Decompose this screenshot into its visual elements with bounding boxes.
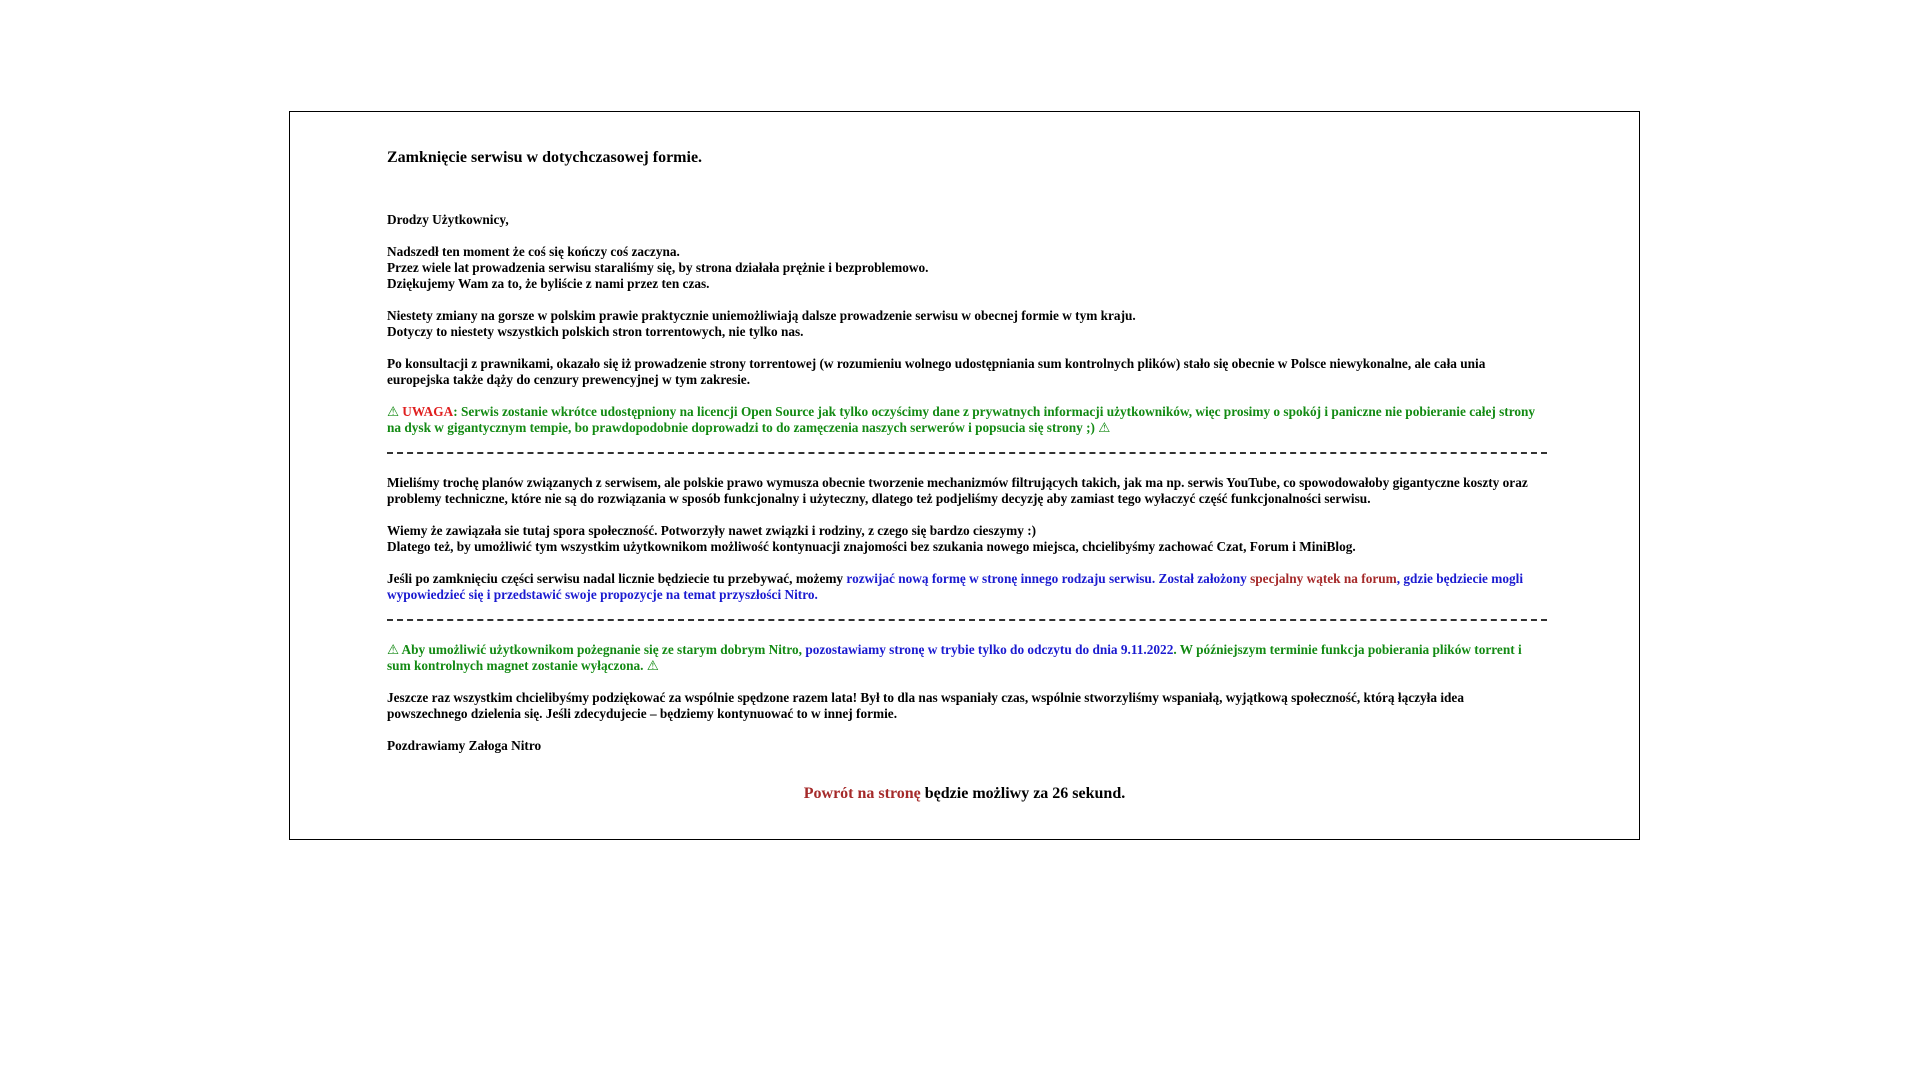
- intro-line-1: Nadszedł ten moment że coś się kończy coś zaczyna.: [387, 244, 680, 259]
- forum-text-end: .: [814, 587, 818, 602]
- return-link[interactable]: Powrót na stronę: [803, 785, 921, 802]
- community-paragraph: [387, 523, 1547, 555]
- thanks-paragraph: Jeszcze raz wszystkim chcielibyśmy podziękować za wspólnie spędzone razem lata! Był to dla nas wspaniały czas, wspólnie stworzyliśmy wspaniałą, wyjątkową społeczność, którą łączyła idea powszechnego dzielenia się. Jeśli zdecydujecie – będziemy kontynuować to w innej formie.: [387, 690, 1464, 721]
- warning-paragraph: [387, 404, 1547, 436]
- notice-frame: [289, 111, 1640, 840]
- forum-text-blue-2: gdzie będziecie mogli wypowiedzieć się i przedstawić swoje propozycje na temat przyszłości Nitro: [387, 571, 1524, 602]
- intro-paragraph: [387, 244, 1547, 292]
- intro-line-3: Dziękujemy Wam za to, że byliście z nami przez ten czas.: [387, 276, 710, 291]
- readonly-text-1: Aby umożliwić użytkownikom pożegnanie się ze starym dobrym Nitro,: [398, 642, 806, 657]
- community-line-1: Wiemy że zawiązała sie tutaj spora społeczność. Potworzyły nawet związki i rodziny, z czego się bardzo cieszymy :): [387, 523, 1037, 538]
- forum-text-intro: Jeśli po zamknięciu części serwisu nadal licznie będziecie tu przebywać, możemy: [387, 571, 847, 586]
- readonly-text-2: . W późniejszym terminie funkcja pobierania plików torrent i sum kontrolnych magnet zostanie wyłączona.: [387, 642, 1522, 673]
- intro-line-2: Przez wiele lat prowadzenia serwisu staraliśmy się, by strona działała prężnie i bezproblemowo.: [387, 260, 929, 275]
- redirect-footer: [290, 784, 1639, 803]
- notice-content: [387, 148, 1547, 754]
- forum-paragraph: [387, 571, 1547, 603]
- plans-paragraph: Mieliśmy trochę planów związanych z serwisem, ale polskie prawo wymusza obecnie tworzenie mechanizmów filtrujących takich, jak ma np. serwis YouTube, co spowodowałoby gigantyczne koszty oraz problemy techniczne, które nie są do rozwiązania w sposób funkcjonalny i użyteczny, dlatego też podjeliśmy decyzję aby zamiast tego wyłaczyć część funkcjonalności serwisu.: [387, 475, 1528, 506]
- warning-text: : Serwis zostanie wkrótce udostępniony na licencji Open Source jak tylko oczyścimy dane z prywatnych informacji użytkowników, więc prosimy o spokój i paniczne nie pobieranie całej strony na dysk w gigantycznym tempie, bo prawdopodobnie doprowadzi to do zamęczenia naszych serwerów i popsucia się strony ;): [387, 404, 1536, 435]
- section-divider: [387, 619, 1547, 621]
- signoff: Pozdrawiamy Załoga Nitro: [387, 738, 542, 753]
- law-line-1: Niestety zmiany na gorsze w polskim prawie praktycznie uniemożliwiają dalsze prowadzenie serwisu w obecnej formie w tym kraju.: [387, 308, 1136, 323]
- warning-icon: ⚠: [646, 658, 659, 673]
- readonly-date-text: pozostawiamy stronę w trybie tylko do odczytu do dnia 9.11.2022: [805, 642, 1174, 657]
- greeting: Drodzy Użytkownicy,: [387, 212, 509, 227]
- warning-icon: ⚠: [1098, 420, 1111, 435]
- community-line-2: Dlatego też, by umożliwić tym wszystkim użytkownikom możliwość kontynuacji znajomości bez szukania nowego miejsca, chcielibyśmy zachować Czat, Forum i MiniBlog.: [387, 539, 1356, 554]
- law-paragraph: [387, 308, 1547, 340]
- warning-label: UWAGA: [402, 404, 454, 419]
- forum-comma: ,: [1396, 571, 1404, 586]
- section-divider: [387, 452, 1547, 454]
- readonly-paragraph: [387, 642, 1547, 674]
- lawyers-paragraph: Po konsultacji z prawnikami, okazało się iż prowadzenie strony torrentowej (w rozumieniu wolnego udostępniania sum kontrolnych plików) stało się obecnie w Polsce niewykonalne, ale cała unia europejska także dąży do cenzury prewencyjnej w tym zakresie.: [387, 356, 1486, 387]
- forum-thread-link[interactable]: specjalny wątek na forum: [1250, 571, 1397, 586]
- law-line-2: Dotyczy to niestety wszystkich polskich stron torrentowych, nie tylko nas.: [387, 324, 804, 339]
- countdown-text: będzie możliwy za 26 sekund.: [920, 785, 1126, 802]
- warning-icon: ⚠: [387, 404, 399, 419]
- warning-icon: ⚠: [387, 642, 399, 657]
- page-title: Zamknięcie serwisu w dotychczasowej formie.: [387, 149, 703, 166]
- forum-text-blue: rozwijać nową formę w stronę innego rodzaju serwisu. Został założony: [846, 571, 1251, 586]
